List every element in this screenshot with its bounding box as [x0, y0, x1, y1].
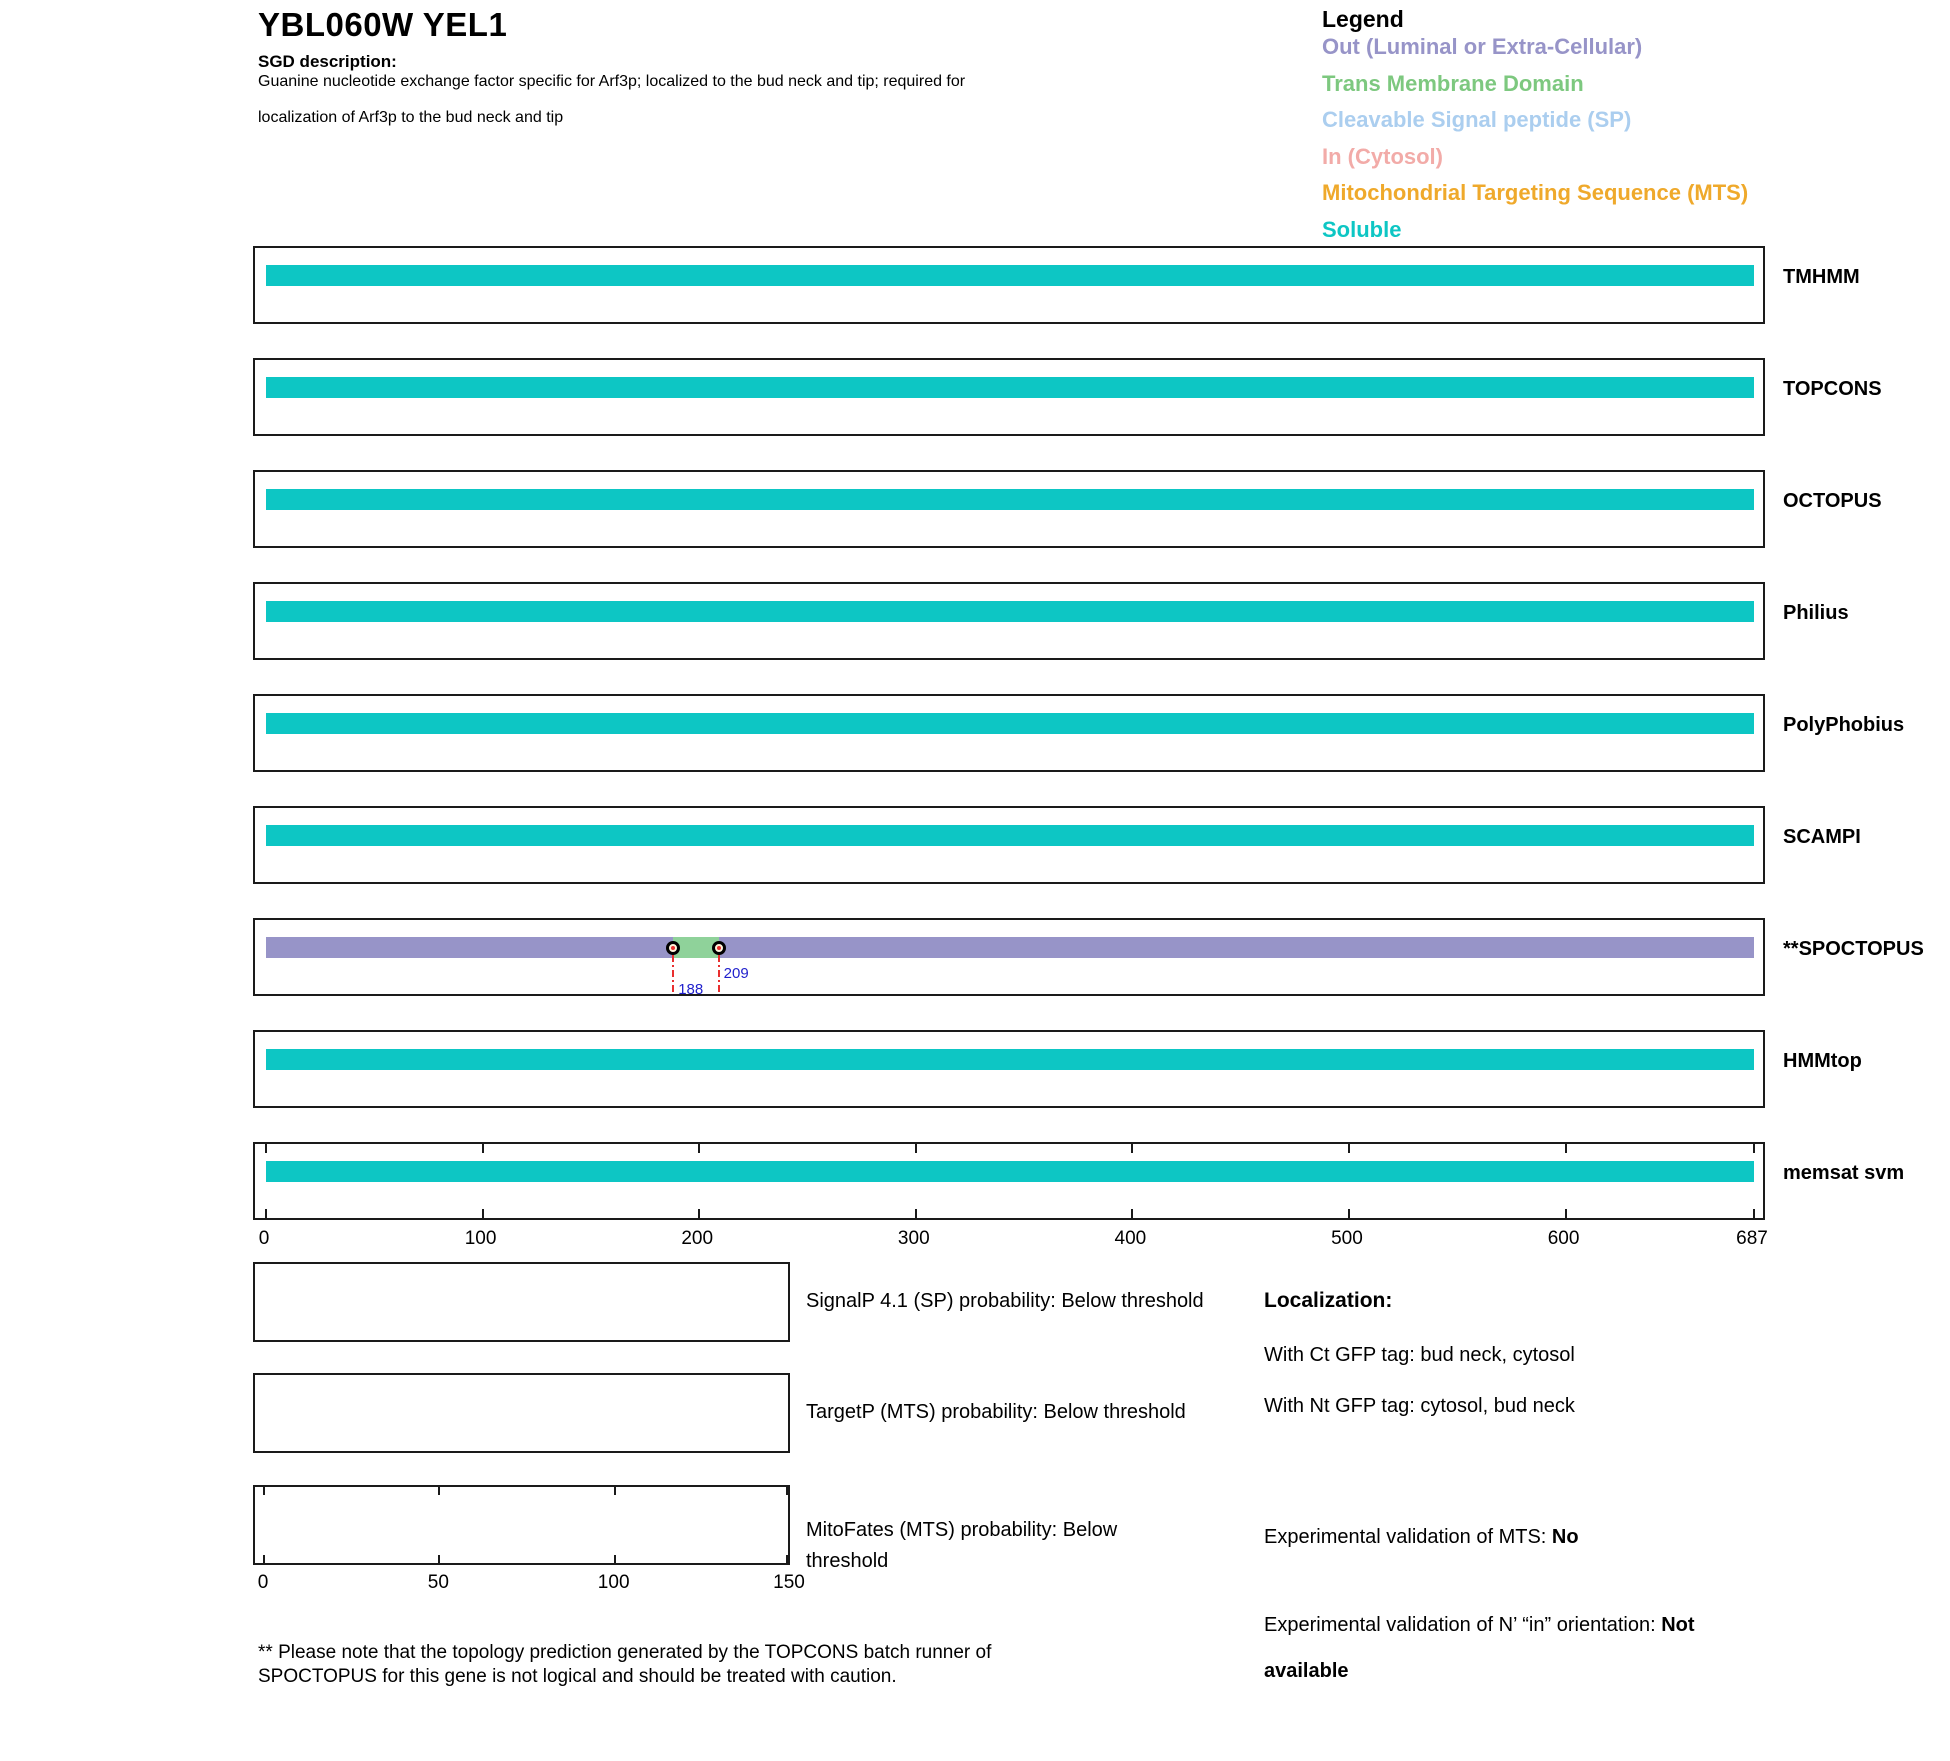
track-label-8: memsat svm [1783, 1162, 1905, 1184]
track-box-6 [253, 918, 1765, 996]
track-label-0: TMHMM [1783, 266, 1860, 288]
legend-item-2: Cleavable Signal peptide (SP) [1322, 107, 1632, 132]
page-title: YBL060W YEL1 [258, 6, 508, 43]
track-7-segment-soluble [266, 1049, 1754, 1070]
track-label-5: SCAMPI [1783, 826, 1861, 848]
tm-boundary-label-209: 209 [723, 965, 749, 982]
tm-boundary-line-209 [718, 955, 720, 995]
residue-axis-label-400: 400 [1114, 1228, 1147, 1249]
track-label-6: **SPOCTOPUS [1783, 938, 1924, 960]
nin-validation-label: Experimental validation of N’ “in” orientation: [1264, 1614, 1662, 1636]
mitofates-label-line2: threshold [806, 1550, 889, 1572]
track-box-8 [253, 1142, 1765, 1220]
track-box-3 [253, 582, 1765, 660]
axis-tick-bottom-400 [1131, 1209, 1133, 1218]
residue-axis-label-0: 0 [258, 1228, 270, 1249]
tm-boundary-marker-dot-188 [671, 946, 675, 950]
localization-heading: Localization: [1264, 1289, 1393, 1312]
legend-item-4: Mitochondrial Targeting Sequence (MTS) [1322, 180, 1749, 205]
legend-item-1: Trans Membrane Domain [1322, 70, 1584, 96]
axis-tick-top-300 [915, 1144, 917, 1153]
nin-validation-line [1264, 1614, 1695, 1637]
track-box-5 [253, 806, 1765, 884]
axis-tick-bottom-600 [1565, 1209, 1567, 1218]
track-box-1 [253, 358, 1765, 436]
localization-nt-line: With Nt GFP tag: cytosol, bud neck [1264, 1395, 1575, 1417]
mts-validation-value: No [1551, 1526, 1579, 1548]
nin-validation-value-part1: Not [1661, 1614, 1695, 1636]
mitofates-tick-top-0 [263, 1487, 265, 1495]
mitofates-tick-bottom-100 [614, 1555, 616, 1563]
track-label-1: TOPCONS [1783, 378, 1882, 400]
residue-axis-label-300: 300 [897, 1228, 930, 1249]
track-0-segment-soluble [266, 265, 1754, 286]
legend-title: Legend [1322, 6, 1404, 32]
track-label-3: Philius [1783, 602, 1849, 624]
tm-boundary-marker-188 [666, 941, 680, 955]
axis-tick-top-200 [698, 1144, 700, 1153]
axis-tick-top-400 [1131, 1144, 1133, 1153]
mitofates-tick-bottom-150 [786, 1555, 788, 1563]
track-box-0 [253, 246, 1765, 324]
mts-validation-line [1264, 1526, 1579, 1549]
track-6-segment-out [719, 937, 1754, 958]
track-box-2 [253, 470, 1765, 548]
axis-tick-bottom-200 [698, 1209, 700, 1218]
mts-validation-label: Experimental validation of MTS: [1264, 1526, 1552, 1548]
mitofates-plot [253, 1485, 790, 1565]
track-5-segment-soluble [266, 825, 1754, 846]
mitofates-label-line1: MitoFates (MTS) probability: Below [806, 1519, 1118, 1541]
residue-axis-label-200: 200 [681, 1228, 714, 1249]
legend-item-0: Out (Luminal or Extra-Cellular) [1322, 34, 1643, 59]
mitofates-axis-label-50: 50 [427, 1572, 449, 1593]
legend-item-3: In (Cytosol) [1322, 143, 1443, 169]
track-box-4 [253, 694, 1765, 772]
nin-validation-value-part2: available [1264, 1660, 1349, 1682]
sgd-description-heading: SGD description: [258, 52, 397, 71]
mitofates-tick-top-100 [614, 1487, 616, 1495]
axis-tick-bottom-687 [1753, 1209, 1755, 1218]
track-1-segment-soluble [266, 377, 1754, 398]
axis-tick-bottom-100 [482, 1209, 484, 1218]
mitofates-tick-bottom-0 [263, 1555, 265, 1563]
axis-tick-top-687 [1753, 1144, 1755, 1153]
mitofates-tick-top-50 [438, 1487, 440, 1495]
mitofates-axis-label-0: 0 [257, 1572, 269, 1593]
tm-boundary-line-188 [672, 955, 674, 995]
mitofates-axis-label-150: 150 [773, 1572, 805, 1593]
axis-tick-top-100 [482, 1144, 484, 1153]
targetp-plot [253, 1373, 790, 1453]
track-8-segment-soluble [266, 1161, 1754, 1182]
track-box-7 [253, 1030, 1765, 1108]
mitofates-tick-top-150 [786, 1487, 788, 1495]
axis-tick-bottom-0 [265, 1209, 267, 1218]
signalp-label: SignalP 4.1 (SP) probability: Below threshold [806, 1290, 1204, 1312]
track-label-7: HMMtop [1783, 1050, 1862, 1072]
legend-item-5: Soluble [1322, 216, 1402, 242]
axis-tick-bottom-300 [915, 1209, 917, 1218]
track-2-segment-soluble [266, 489, 1754, 510]
axis-tick-bottom-500 [1348, 1209, 1350, 1218]
tm-boundary-marker-209 [712, 941, 726, 955]
axis-tick-top-0 [265, 1144, 267, 1153]
footnote-line2: SPOCTOPUS for this gene is not logical and should be treated with caution. [258, 1666, 897, 1687]
residue-axis-label-500: 500 [1331, 1228, 1363, 1249]
axis-tick-top-500 [1348, 1144, 1350, 1153]
residue-axis-label-600: 600 [1547, 1228, 1580, 1249]
targetp-label: TargetP (MTS) probability: Below threshold [806, 1401, 1186, 1423]
track-label-2: OCTOPUS [1783, 490, 1882, 512]
localization-ct-line: With Ct GFP tag: bud neck, cytosol [1264, 1344, 1575, 1366]
track-3-segment-soluble [266, 601, 1754, 622]
track-4-segment-soluble [266, 713, 1754, 734]
mitofates-axis-label-100: 100 [597, 1572, 630, 1593]
sgd-description-line1: Guanine nucleotide exchange factor specific for Arf3p; localized to the bud neck and tip; required for [258, 73, 966, 90]
tm-boundary-marker-dot-209 [717, 946, 721, 950]
footnote-line1: ** Please note that the topology prediction generated by the TOPCONS batch runner of [258, 1642, 992, 1663]
track-6-segment-out [266, 937, 673, 958]
track-label-4: PolyPhobius [1783, 714, 1905, 736]
residue-axis-label-100: 100 [464, 1228, 497, 1249]
sgd-description-line2: localization of Arf3p to the bud neck and tip [258, 109, 564, 126]
tm-boundary-label-188: 188 [678, 981, 704, 998]
axis-tick-top-600 [1565, 1144, 1567, 1153]
residue-axis-label-687: 687 [1736, 1228, 1768, 1249]
signalp-plot [253, 1262, 790, 1342]
mitofates-tick-bottom-50 [438, 1555, 440, 1563]
